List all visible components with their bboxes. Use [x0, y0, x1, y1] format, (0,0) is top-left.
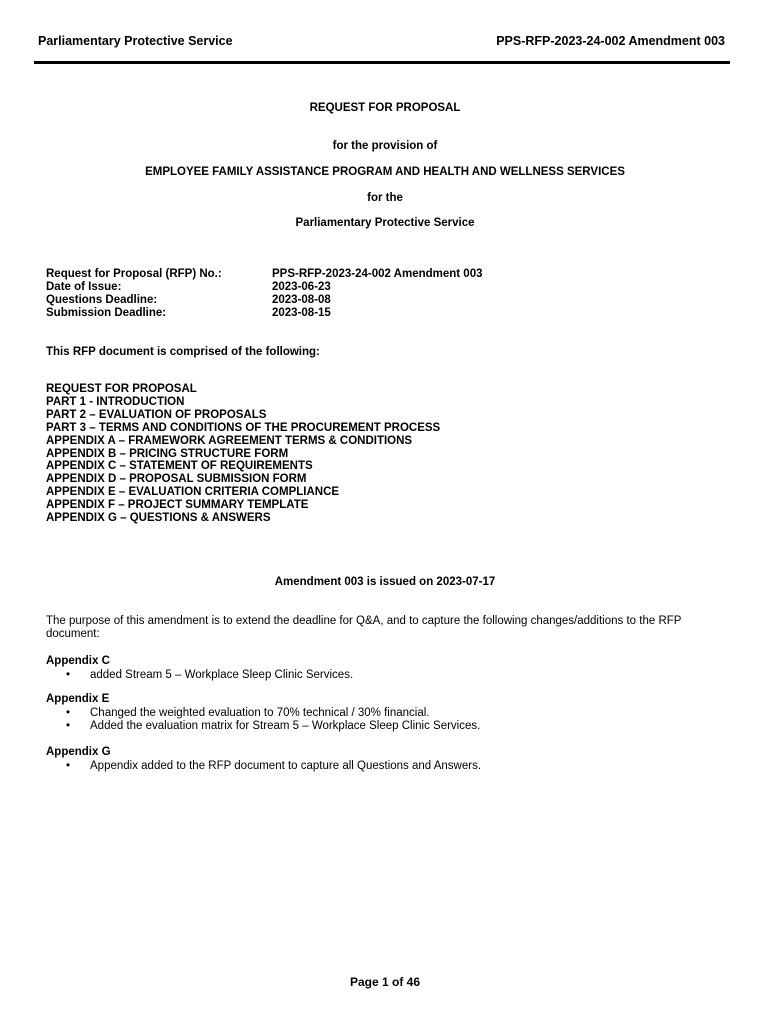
- organization-name: Parliamentary Protective Service: [295, 217, 475, 229]
- bullet-icon: •: [65, 706, 71, 719]
- section-appendix-c: [46, 655, 730, 682]
- page-number: Page 1 of 46: [349, 975, 421, 989]
- info-label: Questions Deadline:: [46, 294, 158, 306]
- bullet-icon: •: [65, 759, 71, 772]
- info-label: Request for Proposal (RFP) No.:: [46, 268, 222, 280]
- toc-item: REQUEST FOR PROPOSAL: [46, 383, 197, 395]
- comprised-intro: This RFP document is comprised of the following:: [46, 346, 320, 358]
- document-contents-list: [46, 383, 440, 525]
- bullet-text: Appendix added to the RFP document to capture all Questions and Answers.: [90, 759, 482, 772]
- toc-item: APPENDIX C – STATEMENT OF REQUIREMENTS: [46, 460, 313, 473]
- bullet-text: added Stream 5 – Workplace Sleep Clinic Services.: [90, 668, 354, 681]
- info-value: PPS-RFP-2023-24-002 Amendment 003: [272, 268, 483, 280]
- info-row-rfp-number: [46, 268, 483, 281]
- toc-item: APPENDIX F – PROJECT SUMMARY TEMPLATE: [46, 499, 309, 512]
- header-document-number: PPS-RFP-2023-24-002 Amendment 003: [496, 34, 725, 48]
- toc-item: APPENDIX B – PRICING STRUCTURE FORM: [46, 447, 289, 460]
- info-row-date-of-issue: [46, 281, 483, 294]
- info-value: 2023-08-15: [272, 307, 331, 319]
- info-value: 2023-08-08: [272, 294, 331, 306]
- program-title: EMPLOYEE FAMILY ASSISTANCE PROGRAM AND HEALTH AND WELLNESS SERVICES: [145, 166, 625, 178]
- document-title: REQUEST FOR PROPOSAL: [309, 102, 461, 114]
- info-value: 2023-06-23: [272, 281, 331, 293]
- section-appendix-e: [46, 693, 730, 734]
- list-item: [46, 669, 730, 683]
- info-row-submission-deadline: [46, 307, 483, 320]
- for-the-line: for the: [367, 192, 403, 204]
- toc-item: APPENDIX G – QUESTIONS & ANSWERS: [46, 512, 271, 525]
- rfp-info-table: [46, 268, 483, 320]
- amendment-heading: Amendment 003 is issued on 2023-07-17: [274, 576, 496, 588]
- section-title: Appendix G: [46, 746, 111, 758]
- header-organization: Parliamentary Protective Service: [38, 34, 233, 48]
- bullet-icon: •: [65, 668, 71, 681]
- bullet-text: Changed the weighted evaluation to 70% technical / 30% financial.: [90, 706, 430, 719]
- list-item: [46, 760, 730, 774]
- purpose-paragraph: The purpose of this amendment is to extend the deadline for Q&A, and to capture the following changes/additions to the RFP document:: [46, 615, 682, 640]
- list-item: [46, 720, 730, 734]
- page-header: [38, 34, 725, 48]
- toc-item: APPENDIX A – FRAMEWORK AGREEMENT TERMS & CONDITIONS: [46, 434, 413, 447]
- section-title: Appendix E: [46, 693, 110, 705]
- toc-item: PART 3 – TERMS AND CONDITIONS OF THE PROCUREMENT PROCESS: [46, 421, 441, 434]
- info-label: Submission Deadline:: [46, 307, 167, 319]
- toc-item: APPENDIX E – EVALUATION CRITERIA COMPLIANCE: [46, 486, 340, 499]
- section-title: Appendix C: [46, 655, 110, 667]
- info-label: Date of Issue:: [46, 281, 122, 293]
- toc-item: APPENDIX D – PROPOSAL SUBMISSION FORM: [46, 473, 307, 486]
- section-appendix-g: [46, 746, 730, 773]
- toc-item: PART 1 - INTRODUCTION: [46, 395, 185, 408]
- toc-item: PART 2 – EVALUATION OF PROPOSALS: [46, 408, 267, 421]
- header-divider: [34, 61, 730, 64]
- info-row-questions-deadline: [46, 294, 483, 307]
- list-item: [46, 707, 730, 721]
- bullet-icon: •: [65, 720, 71, 732]
- bullet-text: Added the evaluation matrix for Stream 5 – Workplace Sleep Clinic Services.: [90, 720, 481, 732]
- provision-line: for the provision of: [332, 140, 438, 152]
